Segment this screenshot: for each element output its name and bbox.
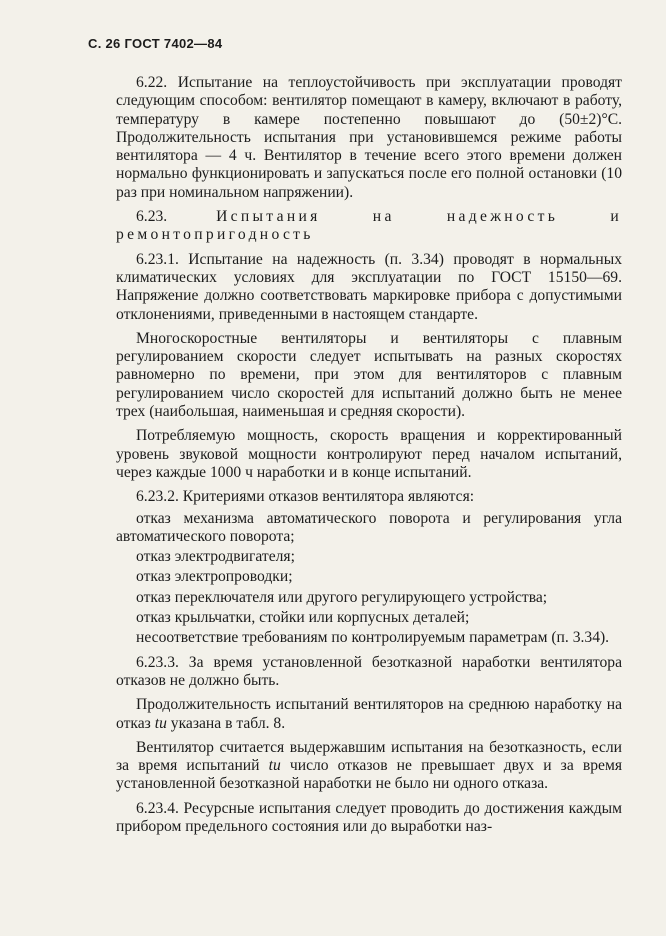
page-header: С. 26 ГОСТ 7402—84 — [88, 36, 223, 51]
paragraph-6-23-3: 6.23.3. За время установленной безотказной наработки вентилятора отказов не должно быть. — [116, 653, 622, 689]
document-body — [116, 74, 622, 836]
symbol-t-i: tи — [154, 714, 167, 732]
failure-criterion-3: отказ электропроводки; — [136, 568, 293, 586]
symbol-t-i: tи — [268, 757, 281, 775]
paragraph-duration-text-a: Продолжительность испытаний вентиляторов на среднюю наработку на отказ — [116, 696, 622, 732]
paragraph-passed-text-b: число отказов не превышает двух и за время установленной безотказной наработки не было ни одного отказа. — [116, 757, 622, 793]
paragraph-multispeed: Многоскоростные вентиляторы и вентиляторы с плавным регулированием скорости следует испытывать на разных скоростях равномерно по времени, при этом для вентиляторов с плавным регулированием число скоростей для испытаний должно быть не менее трех (наибольшая, наименьшая и средняя скорости). — [116, 329, 622, 421]
paragraph-6-23-1: 6.23.1. Испытание на надежность (п. 3.34) проводят в нормальных климатических условиях для эксплуатации по ГОСТ 15150—69. Напряжение должно соответствовать маркировке прибора с допустимыми отклонениями, приведенными в настоящем стандарте. — [116, 250, 622, 323]
failure-criterion-2: отказ электродвигателя; — [136, 548, 295, 566]
failure-criterion-1: отказ механизма автоматического поворота и регулирования угла автоматического поворота; — [116, 509, 622, 545]
section-title: Испытания на надежность и ремонтопригодность — [116, 208, 622, 244]
paragraph-passed — [116, 739, 622, 794]
failure-criterion-4: отказ переключателя или другого регулирующего устройства; — [136, 588, 548, 606]
section-heading-6-23 — [116, 208, 622, 245]
failure-criterion-5: отказ крыльчатки, стойки или корпусных деталей; — [136, 609, 470, 627]
section-number: 6.23. — [136, 208, 168, 226]
paragraph-6-22: 6.22. Испытание на теплоустойчивость при эксплуатации проводят следующим способом: вентилятор помещают в камеру, включают в работу, температуру в камере постепенно повышают до (50±2)°С. Продолжительность испытания при установившемся режиме работы вентилятора — 4 ч. Вентилятор в течение всего этого времени должен нормально функционировать и запускаться после его полной остановки (10 раз при номинальном напряжении). — [116, 74, 622, 201]
paragraph-passed-text-a: Вентилятор считается выдержавшим испытания на безотказность, если за время испытаний — [116, 738, 622, 775]
paragraph-duration-text-b: указана в табл. 8. — [170, 714, 286, 732]
paragraph-duration — [116, 696, 622, 733]
paragraph-power: Потребляемую мощность, скорость вращения и корректированный уровень звуковой мощности контролируют перед началом испытаний, через каждые 1000 ч наработки и в конце испытаний. — [116, 427, 622, 481]
paragraph-6-23-2: 6.23.2. Критериями отказов вентилятора являются: — [136, 488, 475, 506]
paragraph-6-23-4: 6.23.4. Ресурсные испытания следует проводить до достижения каждым прибором предельного состояния или до выработки наз- — [116, 799, 622, 835]
failure-criterion-6: несоответствие требованиям по контролируемым параметрам (п. 3.34). — [136, 629, 610, 647]
